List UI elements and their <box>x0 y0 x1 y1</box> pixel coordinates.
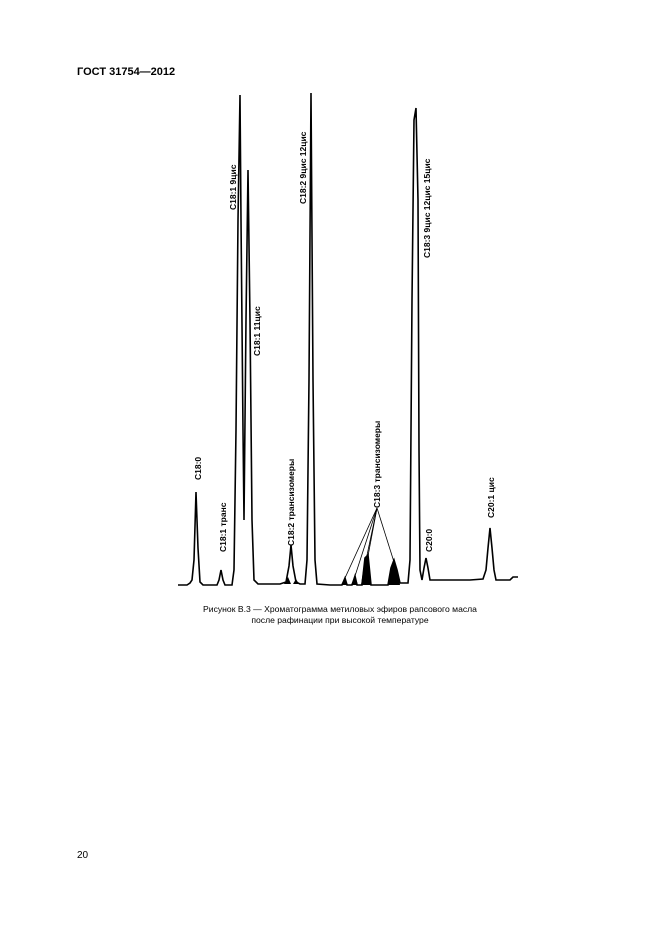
figure-caption-line-1: Рисунок В.3 — Хроматограмма метиловых эфиров рапсового масла <box>203 604 477 614</box>
peak-label-c18-0: C18:0 <box>193 456 203 480</box>
peak-label-c18-2-cis: C18:2 9цис 12цис <box>298 131 308 204</box>
document-standard-header: ГОСТ 31754—2012 <box>77 66 176 78</box>
peak-label-c18-3-trans: C18:3 трансизомеры <box>372 420 382 508</box>
peak-label-c18-3-cis: C18:3 9цис 12цис 15цис <box>422 158 432 258</box>
peak-label-c20-0: C20:0 <box>424 528 434 552</box>
page-number: 20 <box>77 850 89 861</box>
figure-caption-line-2: после рафинации при высокой температуре <box>251 615 429 625</box>
c18-3-trans-peak-filled <box>351 576 358 585</box>
c18-3-trans-peak-filled <box>341 578 348 585</box>
peak-label-c18-1-trans: C18:1 транс <box>218 502 228 552</box>
peak-label-c18-1-9cis: C18:1 9цис <box>228 164 238 210</box>
c18-2-trans-peak-filled <box>293 579 299 584</box>
peak-label-c18-2-trans: C18:2 трансизомеры <box>286 458 296 546</box>
peak-label-c20-1: C20:1 цис <box>486 477 496 518</box>
peak-label-c18-1-11cis: C18:1 11цис <box>252 306 262 356</box>
c18-2-trans-peak-filled <box>284 577 291 584</box>
